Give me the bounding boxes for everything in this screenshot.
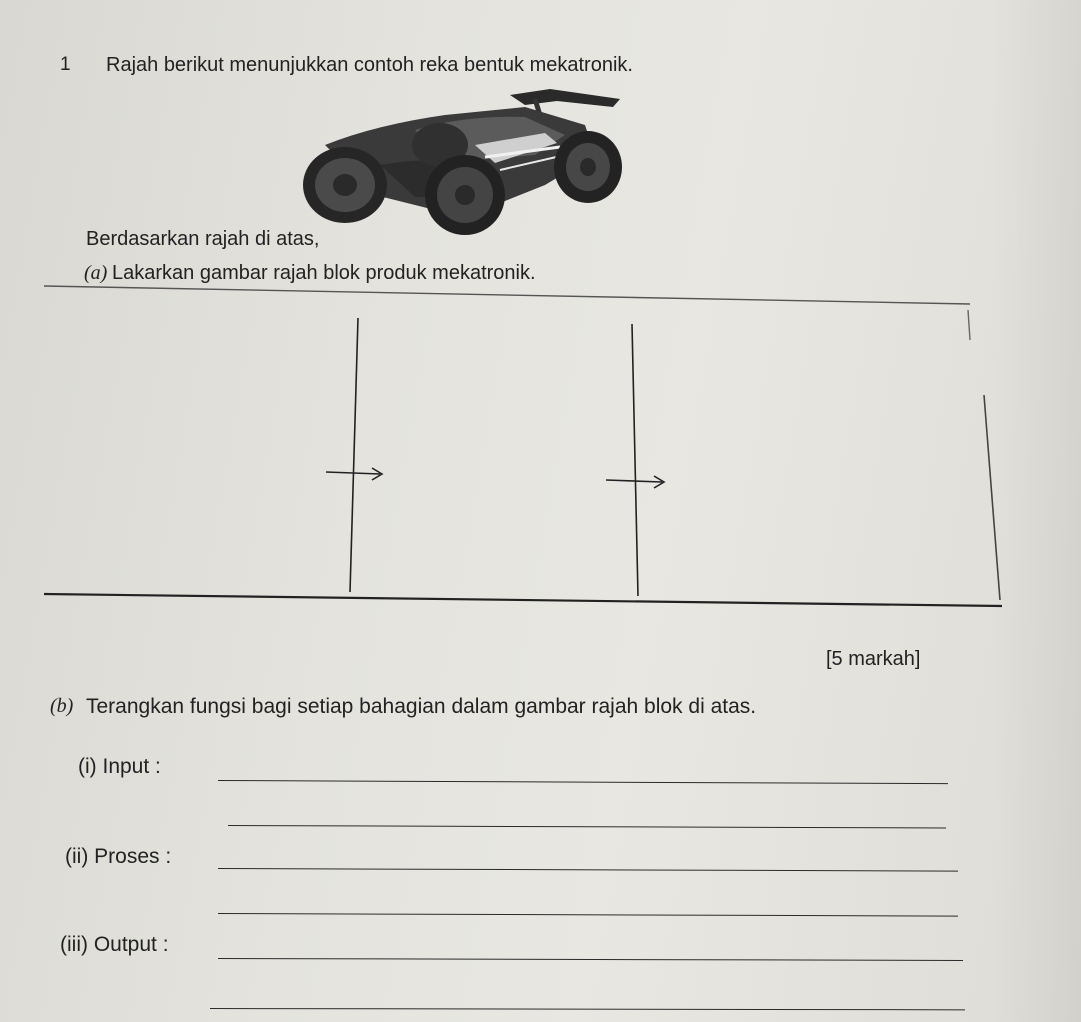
block-diagram-answer-box xyxy=(40,280,1005,620)
part-a-instruction: Lakarkan gambar rajah blok produk mekatronik. xyxy=(112,262,536,284)
question-number: 1 xyxy=(60,54,71,75)
answer-box-right-edge xyxy=(984,395,1000,600)
block-arrow-2 xyxy=(606,480,662,482)
block-divider-2 xyxy=(632,324,638,596)
question-intro: Rajah berikut menunjukkan contoh reka bentuk mekatronik. xyxy=(106,54,633,76)
block-arrow-1 xyxy=(326,472,380,474)
answer-box-right-edge-top xyxy=(968,310,970,340)
answer-box-bottom-edge xyxy=(44,594,1002,606)
rc-buggy-car-photo xyxy=(295,85,640,243)
based-on-text: Berdasarkan rajah di atas, xyxy=(86,228,320,250)
part-a-marker: (a) xyxy=(84,262,108,284)
block-divider-1 xyxy=(350,318,358,592)
answer-box-top-edge xyxy=(44,286,970,304)
answer-line-input-2 xyxy=(228,825,946,829)
answer-line-output-2 xyxy=(210,1008,965,1010)
answer-line-output-1 xyxy=(218,958,963,961)
answer-label-proses: (ii) Proses : xyxy=(65,845,172,868)
answer-label-output: (iii) Output : xyxy=(60,933,169,956)
answer-line-proses-2 xyxy=(218,913,958,917)
part-b-marker: (b) xyxy=(50,695,74,717)
answer-label-input: (i) Input : xyxy=(78,755,161,778)
part-b-instruction: Terangkan fungsi bagi setiap bahagian dalam gambar rajah blok di atas. xyxy=(86,695,757,718)
answer-line-proses-1 xyxy=(218,868,958,872)
marks-label: [5 markah] xyxy=(826,648,921,670)
answer-line-input-1 xyxy=(218,780,948,784)
